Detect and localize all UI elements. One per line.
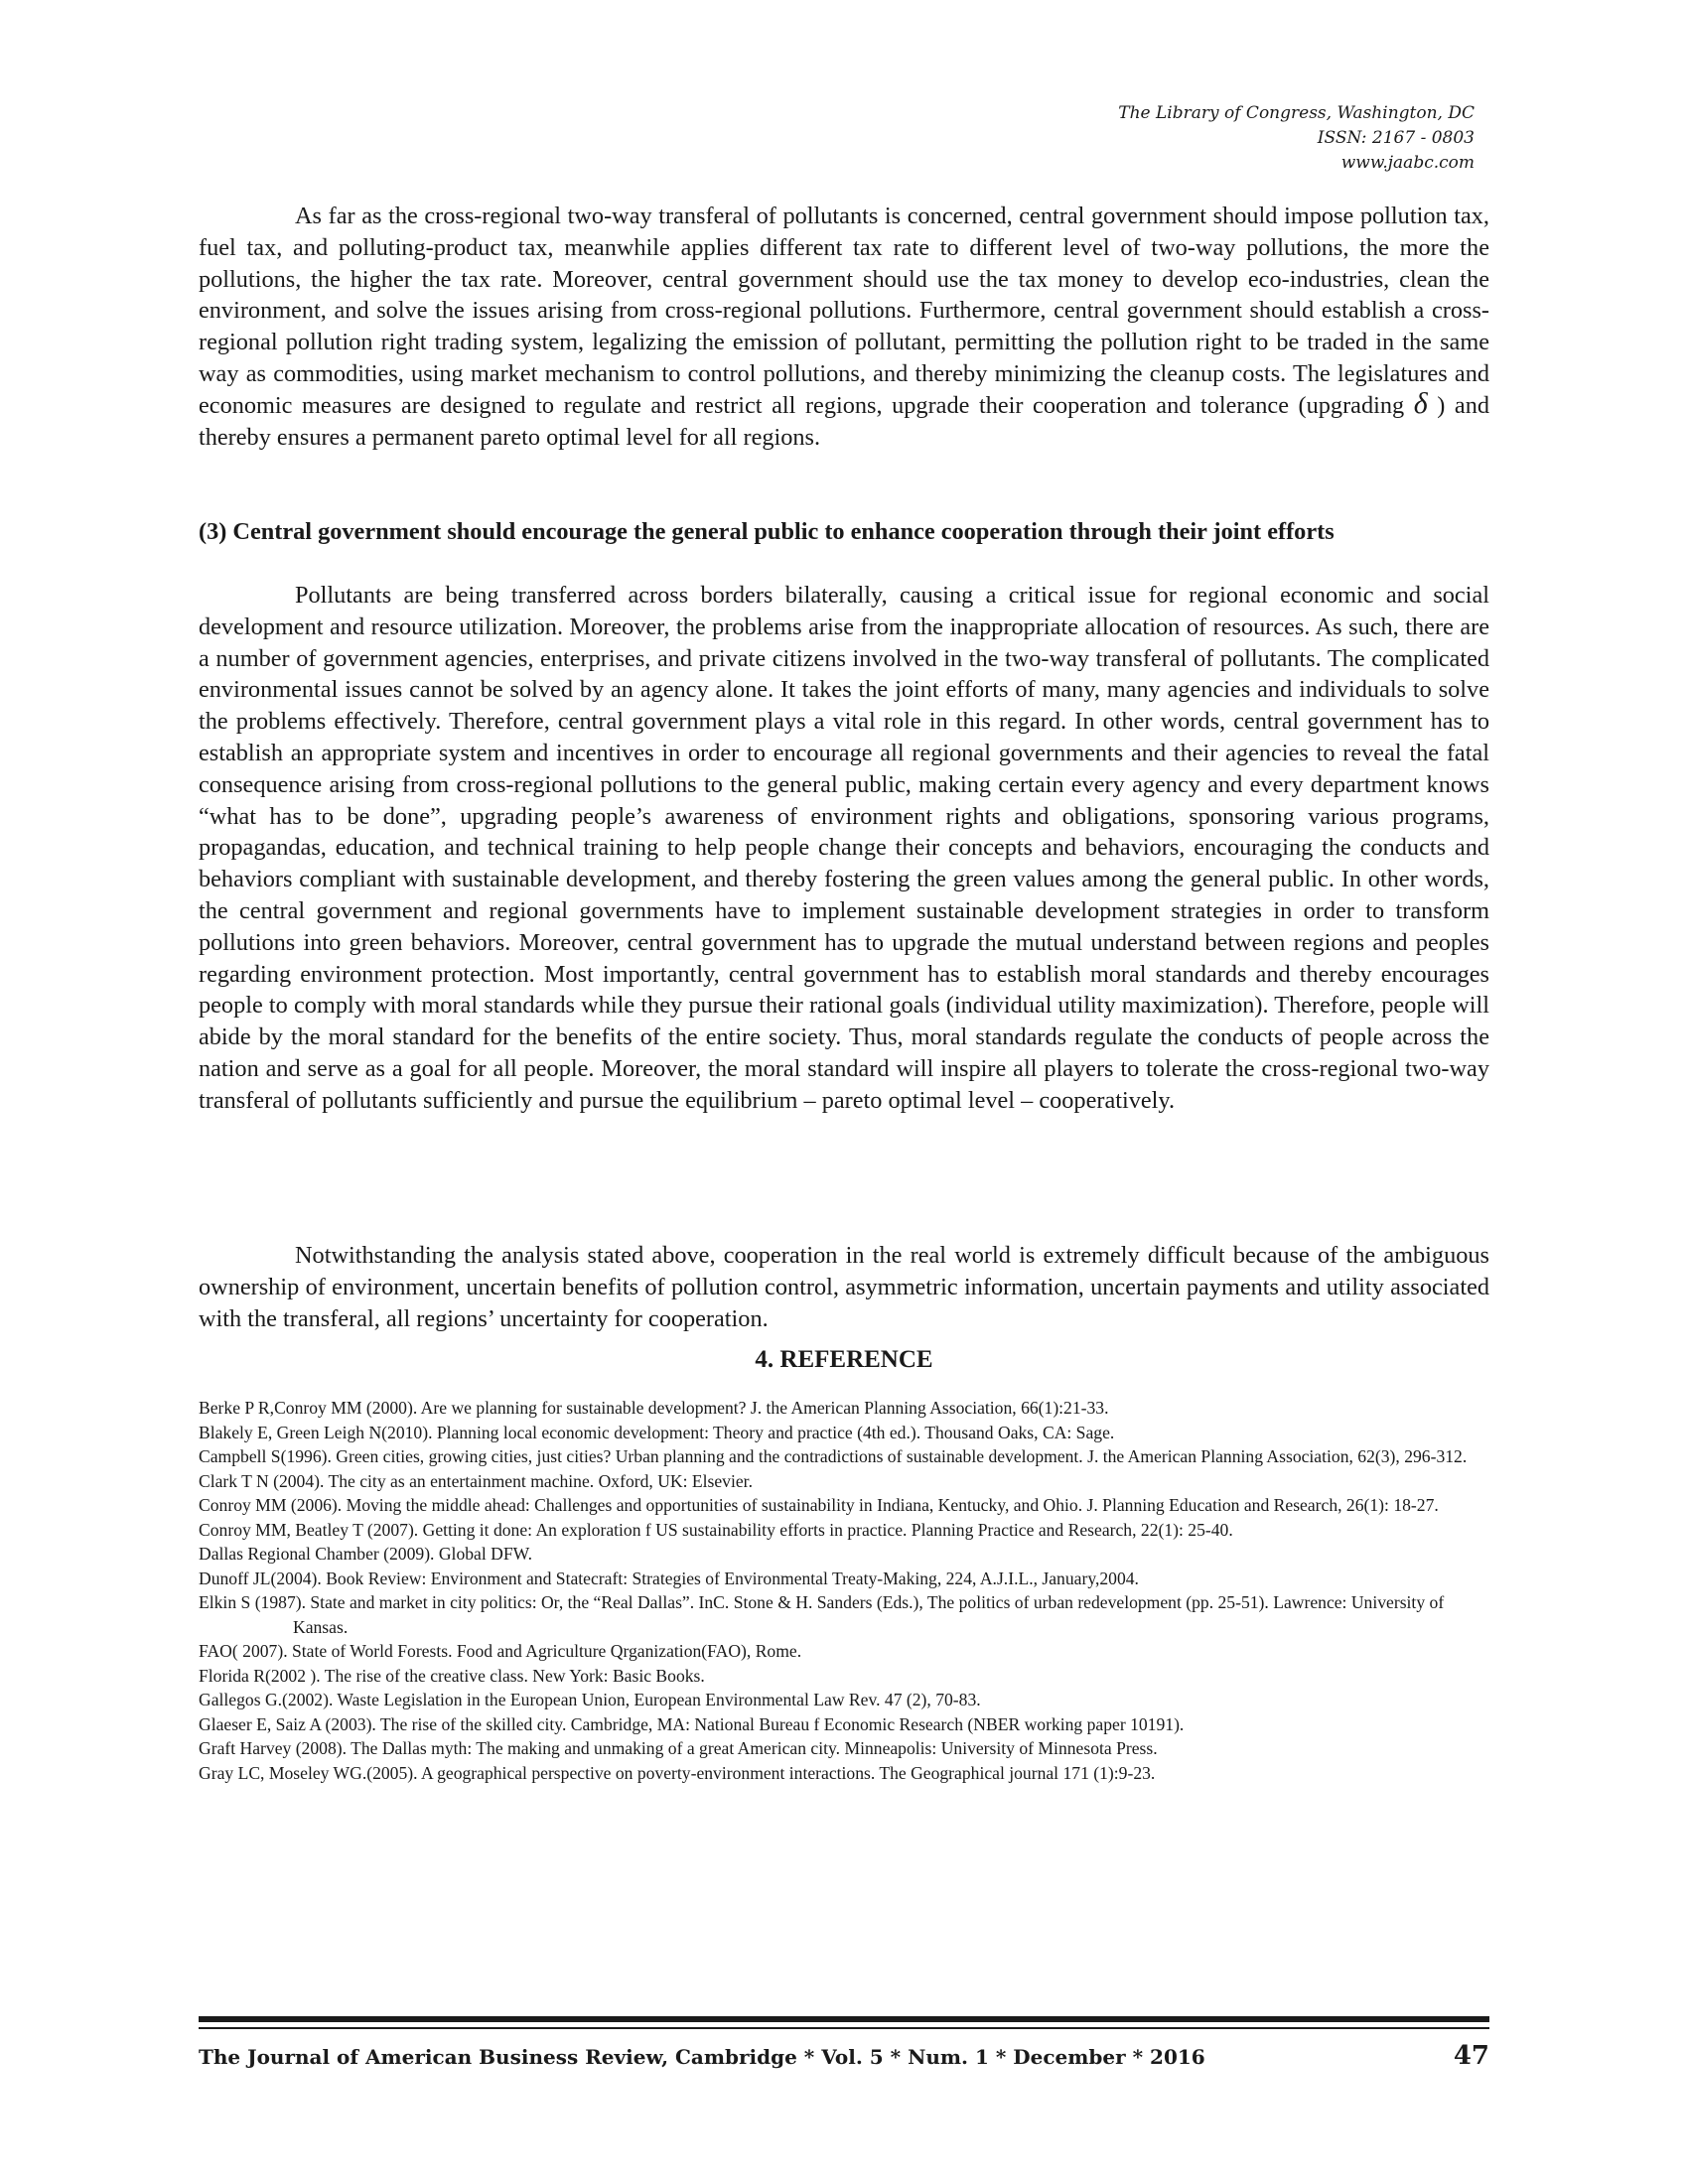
section-3-heading: (3) Central government should encourage the general public to enhance cooperation through their joint efforts — [199, 518, 1335, 545]
reference-list — [199, 1396, 1489, 1785]
reference-item: Clark T N (2004). The city as an entertainment machine. Oxford, UK: Elsevier. — [199, 1470, 753, 1491]
footer-rule-thin — [199, 2027, 1489, 2029]
conclusion-text: Notwithstanding the analysis stated above, cooperation in the real world is extremely difficult because of the ambiguous ownership of environment, uncertain benefits of pollution control, asymmetric information, uncertain payments and utility associated with the transferal, all regions’ uncertainty for cooperation. — [199, 1242, 1489, 1332]
paragraph-tax-policy — [199, 201, 1489, 453]
header-website: www.jaabc.com — [1340, 153, 1475, 173]
header-issn: ISSN: 2167 - 0803 — [1317, 128, 1475, 148]
footer-rule-thick — [199, 2016, 1489, 2022]
reference-item: FAO( 2007). State of World Forests. Food and Agriculture Qrganization(FAO), Rome. — [199, 1641, 802, 1661]
reference-item: Graft Harvey (2008). The Dallas myth: The making and unmaking of a great American city. Minneapolis: University of Minnesota Press. — [199, 1738, 1158, 1758]
running-header — [1118, 101, 1475, 176]
reference-item: Dallas Regional Chamber (2009). Global DFW. — [199, 1544, 533, 1564]
delta-symbol: δ — [1413, 386, 1428, 420]
reference-item: Campbell S(1996). Green cities, growing cities, just cities? Urban planning and the contradictions of sustainable development. J. the American Planning Association, 62(3), 296-312. — [199, 1446, 1468, 1466]
header-library: The Library of Congress, Washington, DC — [1118, 103, 1475, 123]
reference-item: Berke P R,Conroy MM (2000). Are we planning for sustainable development? J. the American Planning Association, 66(1):21-33. — [199, 1398, 1109, 1418]
paragraph-1-text: As far as the cross-regional two-way transferal of pollutants is concerned, central government should impose pollution tax, fuel tax, and polluting-product tax, meanwhile applies different tax rate to different level of two-way pollutions, the more the pollutions, the higher the tax rate. Moreover, central government should use the tax money to develop eco-industries, clean the environment, and solve the issues arising from cross-regional pollutions. Furthermore, central government should establish a cross-regional pollution right trading system, legalizing the emission of pollutant, permitting the pollution right to be traded in the same way as commodities, using market mechanism to control pollutions, and thereby minimizing the cleanup costs. The legislatures and economic measures are designed to regulate and restrict all regions, upgrade their cooperation and tolerance (upgrading — [199, 203, 1489, 419]
reference-item: Conroy MM, Beatley T (2007). Getting it done: An exploration f US sustainability efforts in practice. Planning Practice and Research, 22(1): 25-40. — [199, 1519, 1233, 1540]
page-number: 47 — [1453, 2041, 1489, 2071]
paragraph-1-text-end: ) and thereby ensures a permanent pareto optimal level for all regions. — [199, 391, 1489, 451]
paragraph-conclusion — [199, 1240, 1489, 1334]
reference-item: Dunoff JL(2004). Book Review: Environment and Statecraft: Strategies of Environmental Treaty-Making, 224, A.J.I.L., January,2004. — [199, 1568, 1139, 1588]
reference-item: Gray LC, Moseley WG.(2005). A geographical perspective on poverty-environment interactions. The Geographical journal 171 (1):9-23. — [199, 1762, 1156, 1783]
reference-item: Florida R(2002 ). The rise of the creative class. New York: Basic Books. — [199, 1665, 705, 1686]
reference-item: Glaeser E, Saiz A (2003). The rise of the skilled city. Cambridge, MA: National Bureau f Economic Research (NBER working paper 10191). — [199, 1713, 1185, 1734]
reference-heading: 4. REFERENCE — [755, 1346, 933, 1373]
reference-item: Elkin S (1987). State and market in city politics: Or, the “Real Dallas”. InC. Stone & H. Sanders (Eds.), The politics of urban redevelopment (pp. 25-51). Lawrence: University of Kansas. — [199, 1592, 1445, 1637]
reference-item: Gallegos G.(2002). Waste Legislation in the European Union, European Environmental Law Rev. 47 (2), 70-83. — [199, 1690, 981, 1709]
paragraph-public-cooperation — [199, 580, 1489, 1117]
reference-item: Conroy MM (2006). Moving the middle ahead: Challenges and opportunities of sustainability in Indiana, Kentucky, and Ohio. J. Planning Education and Research, 26(1): 18-27. — [199, 1495, 1439, 1515]
reference-item: Blakely E, Green Leigh N(2010). Planning local economic development: Theory and practice (4th ed.). Thousand Oaks, CA: Sage. — [199, 1422, 1115, 1442]
section-3-text: Pollutants are being transferred across borders bilaterally, causing a critical issue for regional economic and social development and resource utilization. Moreover, the problems arise from the inappropriate allocation of resources. As such, there are a number of government agencies, enterprises, and private citizens involved in the two-way transferal of pollutants. The complicated environmental issues cannot be solved by an agency alone. It takes the joint efforts of many, many agencies and individuals to solve the problems effectively. Therefore, central government plays a vital role in this regard. In other words, central government has to establish an appropriate system and incentives in order to encourage all regional governments and their agencies to reveal the fatal consequence arising from cross-regional pollutions to the general public, making certain every agency and every department knows “what has to be done”, upgrading people’s awareness of environment rights and obligations, sponsoring various programs, propagandas, education, and technical training to help people change their concepts and behaviors, encouraging the conducts and behaviors compliant with sustainable development, and thereby fostering the green values among the general public. In other words, the central government and regional governments have to implement sustainable development strategies in order to transform pollutions into green behaviors. Moreover, central government has to upgrade the mutual understand between regions and peoples regarding environment protection. Most importantly, central government has to establish moral standards and thereby encourages people to comply with moral standards while they pursue their rational goals (individual utility maximization). Therefore, people will abide by the moral standard for the benefits of the entire society. Thus, moral standards regulate the conducts of people across the nation and serve as a goal for all people. Moreover, the moral standard will inspire all players to tolerate the cross-regional two-way transferal of pollutants sufficiently and pursue the equilibrium – pareto optimal level – cooperatively. — [199, 582, 1489, 1114]
journal-footer: The Journal of American Business Review, Cambridge * Vol. 5 * Num. 1 * December * 2016 — [199, 2045, 1205, 2069]
